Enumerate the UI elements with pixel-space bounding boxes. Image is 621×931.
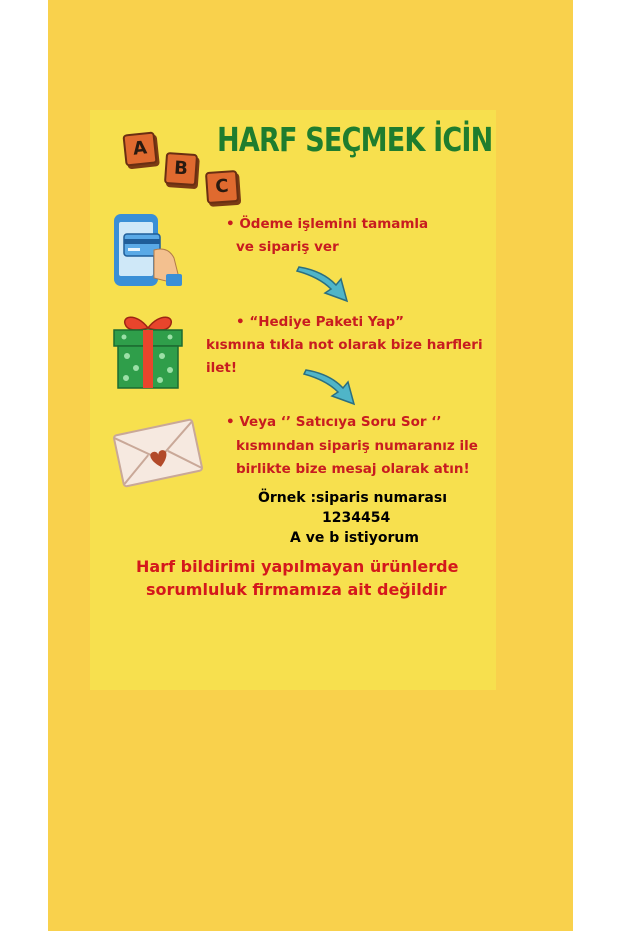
envelope-heart-icon	[112, 415, 204, 491]
step1-line1: • Ödeme işlemini tamamla	[226, 216, 429, 232]
phone-payment-icon	[110, 212, 186, 290]
letter-tile-c: C	[205, 170, 239, 204]
letter-tile-b: B	[164, 152, 198, 186]
warning-line2: sorumluluk firmamıza ait değildir	[146, 580, 447, 599]
example-line1: Örnek :siparis numarası	[258, 490, 448, 506]
step3-line1: • Veya ‘’ Satıcıya Soru Sor ‘’	[226, 414, 442, 430]
page-title: HARF SEÇMEK İCİN	[217, 120, 493, 159]
step2-line1: • “Hediye Paketi Yap”	[236, 314, 404, 330]
example-line3: A ve b istiyorum	[290, 530, 419, 546]
example-line2: 1234454	[322, 510, 391, 526]
step2-line2: kısmına tıkla not olarak bize harfleri	[206, 337, 483, 353]
warning-line1: Harf bildirimi yapılmayan ürünlerde	[136, 557, 459, 576]
letter-tile-a: A	[122, 131, 157, 166]
gift-box-icon	[110, 310, 186, 390]
step1-line2: ve sipariş ver	[236, 239, 339, 255]
step3-line2: kısmından sipariş numaranız ile	[236, 438, 478, 454]
instruction-card	[90, 110, 496, 690]
arrow-down-right-icon	[300, 368, 360, 408]
step3-line3: birlikte bize mesaj olarak atın!	[236, 461, 470, 477]
step2-line3: ilet!	[206, 360, 238, 376]
arrow-down-right-icon	[293, 265, 353, 305]
